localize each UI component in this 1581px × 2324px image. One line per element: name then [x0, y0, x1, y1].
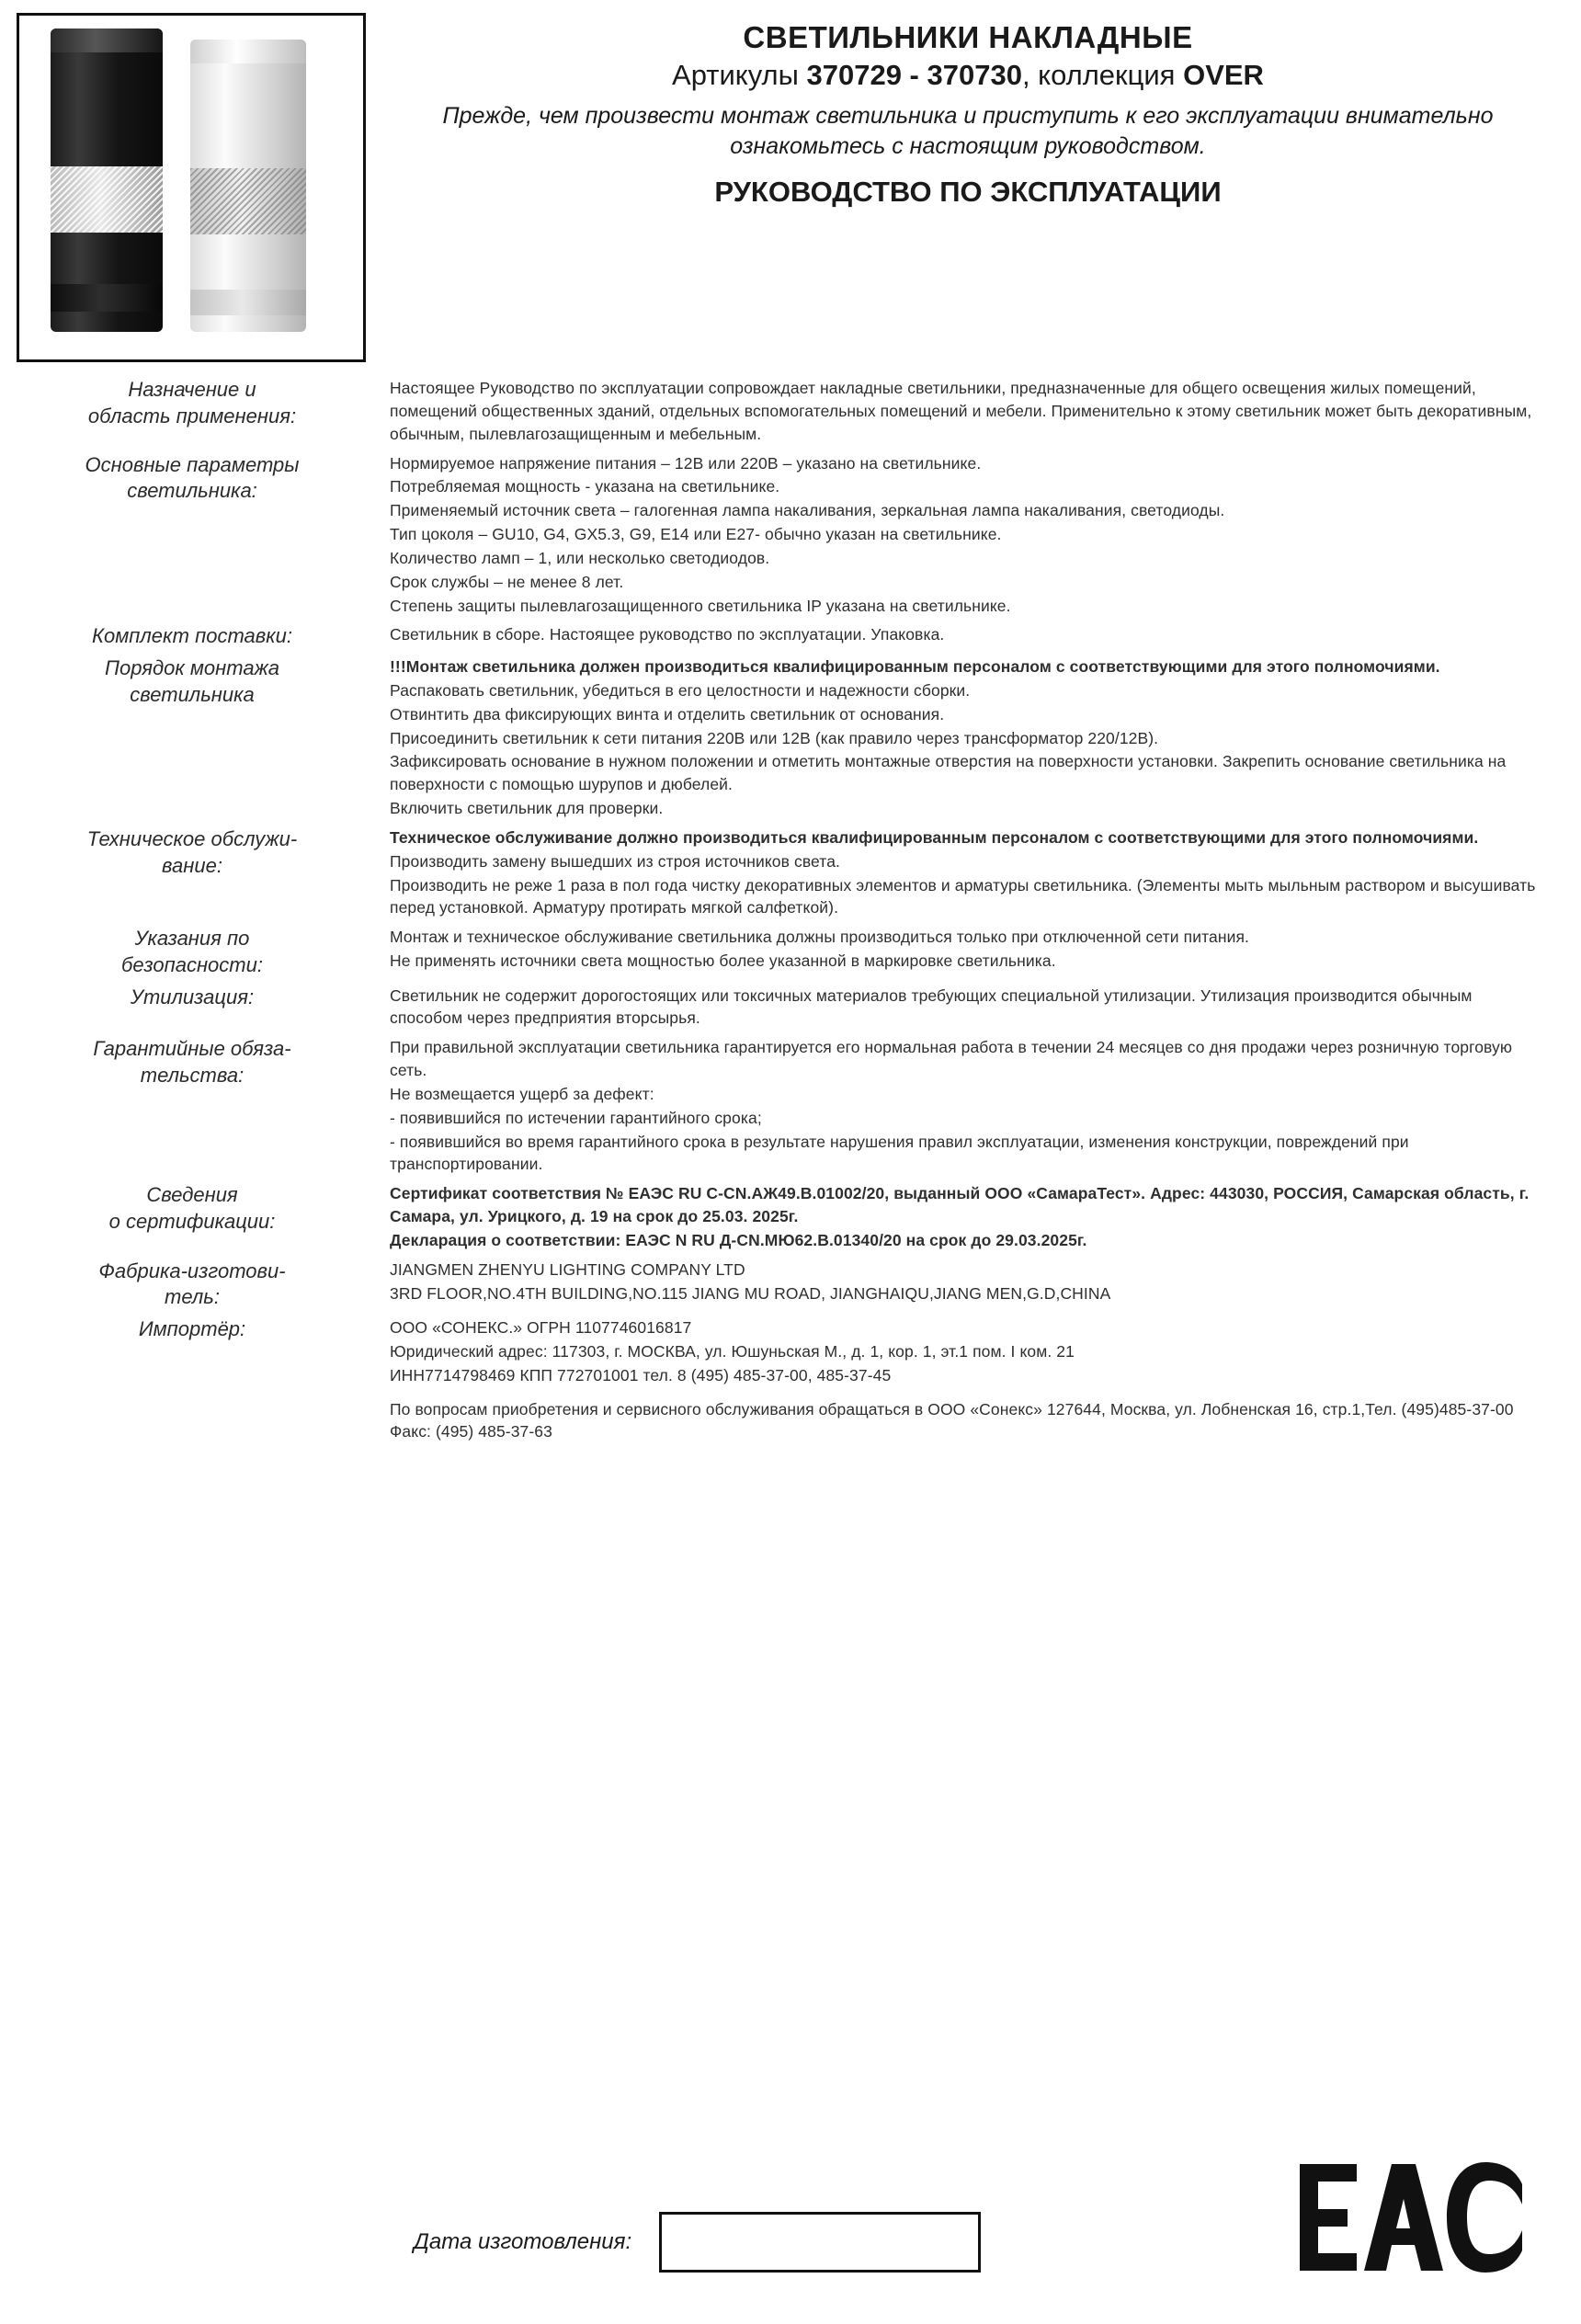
section-paragraph: Распаковать светильник, убедиться в его целостности и надежности сборки. — [390, 680, 971, 700]
section-paragraph: Потребляемая мощность - указана на светильнике. — [390, 477, 780, 496]
section-paragraph: Декларация о соответствии: ЕАЭС N RU Д-CN.МЮ62.В.01340/20 на срок до 29.03.2025г. — [390, 1230, 1087, 1249]
section-paragraph: Производить замену вышедших из строя источников света. — [390, 851, 841, 871]
section-paragraph: ИНН7714798469 КПП 772701001 тел. 8 (495) 485-37-00, 485-37-45 — [390, 1365, 892, 1384]
section-paragraph: Присоединить светильник к сети питания 220В или 12В (как правило через трансформатор 220/12В). — [390, 728, 1159, 747]
intro-notice: Прежде, чем произвести монтаж светильника и приступить к его эксплуатации внимательно ознакомьтесь с настоящим руководством. — [442, 102, 1494, 160]
section-label: Назначение и область применения: — [87, 378, 297, 427]
document-header — [0, 0, 1581, 362]
section-row — [17, 1182, 1546, 1253]
header-text-block — [366, 13, 1546, 209]
page-title: СВЕТИЛЬНИКИ НАКЛАДНЫЕ — [743, 20, 1193, 54]
section-paragraph: Настоящее Руководство по эксплуатации сопровождает накладные светильники, предназначенные для общего освещения жилых помещений, помещений общественных зданий, отдельных вспомогательных помещений и мебели. Применительно к этому светильник может быть декоративным, обычным, пылевлагозащищенным и мебельным. — [390, 379, 1532, 443]
section-text — [381, 623, 1546, 647]
section-paragraph: Применяемый источник света – галогенная лампа накаливания, зеркальная лампа накаливания, светодиоды. — [390, 501, 1225, 520]
section-paragraph: ООО «СОНЕКС.» ОГРН 1107746016817 — [390, 1317, 692, 1337]
eac-conformity-icon — [1296, 2159, 1526, 2276]
section-text — [381, 1182, 1546, 1253]
section-row — [17, 826, 1546, 920]
section-paragraph: Количество ламп – 1, или несколько светодиодов. — [390, 548, 770, 567]
section-row — [17, 1316, 1546, 1444]
section-paragraph: Сертификат соответствия № ЕАЭС RU C-CN.АЖ49.В.01002/20, выданный ООО «СамараТест». Адрес: 443030, РОССИЯ, Самарская область, г. Самара, ул. Урицкого, д. 19 на срок до 25.03. 2025г. — [390, 1184, 1530, 1226]
section-paragraph: Включить светильник для проверки. — [390, 799, 664, 818]
section-label: Фабрика-изготови- тель: — [98, 1259, 286, 1309]
section-paragraph: При правильной эксплуатации светильника гарантируется его нормальная работа в течении 24 месяцев со дня продажи через розничную торговую сеть. — [390, 1038, 1513, 1080]
article-suffix: , коллекция — [1021, 58, 1184, 91]
section-row — [17, 377, 1546, 447]
document-footer — [0, 2125, 1581, 2300]
section-paragraph: Монтаж и техническое обслуживание светильника должны производиться только при отключенной сети питания. — [390, 928, 1249, 947]
section-row — [17, 623, 1546, 650]
date-row — [414, 2212, 981, 2273]
section-paragraph: Не возмещается ущерб за дефект: — [390, 1084, 654, 1103]
article-line — [390, 59, 1546, 92]
section-text — [381, 655, 1546, 821]
section-paragraph: Степень защиты пылевлагозащищенного светильника IP указана на светильнике. — [390, 596, 1011, 615]
article-prefix: Артикулы — [672, 58, 807, 91]
section-label: Техническое обслужи- вание: — [86, 826, 298, 877]
section-paragraph: Отвинтить два фиксирующих винта и отделить светильник от основания. — [390, 704, 945, 723]
section-label: Гарантийные обяза- тельства: — [93, 1037, 291, 1087]
section-row — [17, 452, 1546, 619]
section-row — [17, 1259, 1546, 1311]
section-row — [17, 926, 1546, 978]
section-paragraph: По вопросам приобретения и сервисного обслуживания обращаться в ООО «Сонекс» 127644, Москва, ул. Лобненская 16, стр.1,Тел. (495)485-37-00 Факс: (495) 485-37-63 — [390, 1399, 1514, 1441]
section-paragraph: Срок службы – не менее 8 лет. — [390, 572, 624, 591]
date-label: Дата изготовления: — [414, 2229, 632, 2254]
lamp-black-image — [51, 28, 163, 332]
section-text — [381, 985, 1546, 1031]
section-label: Комплект поставки: — [92, 624, 292, 648]
section-row — [17, 985, 1546, 1031]
section-text — [381, 452, 1546, 619]
article-numbers: 370729 - 370730 — [806, 58, 1022, 91]
section-text — [381, 1036, 1546, 1177]
collection-name: OVER — [1183, 58, 1264, 91]
section-label: Основные параметры светильника: — [85, 452, 300, 503]
section-label: Утилизация: — [130, 985, 255, 1008]
section-paragraph: Тип цоколя – GU10, G4, GX5.3, G9, E14 или E27- обычно указан на светильнике. — [390, 525, 1002, 544]
product-photo — [17, 13, 366, 362]
section-paragraph: - появившийся во время гарантийного срока в результате нарушения правил эксплуатации, изменения конструкции, повреждений при транспортировании. — [390, 1132, 1409, 1174]
section-paragraph: JIANGMEN ZHENYU LIGHTING COMPANY LTD — [390, 1259, 745, 1279]
section-paragraph: Юридический адрес: 117303, г. МОСКВА, ул. Юшуньская М., д. 1, кор. 1, эт.1 пом. I ком. 21 — [390, 1341, 1075, 1361]
section-paragraph: Светильник не содержит дорогостоящих или токсичных материалов требующих специальной утилизации. Утилизация производится обычным способом через предприятия вторсырья. — [390, 985, 1473, 1028]
section-paragraph: - появившийся по истечении гарантийного срока; — [390, 1108, 762, 1127]
section-label: Сведения о сертификации: — [108, 1183, 276, 1233]
section-paragraph: Не применять источники света мощностью более указанной в маркировке светильника. — [390, 951, 1056, 971]
section-label: Указания по безопасности: — [121, 927, 263, 976]
section-paragraph: Нормируемое напряжение питания – 12В или 220В – указано на светильнике. — [390, 453, 982, 473]
section-row — [17, 1036, 1546, 1177]
section-paragraph: !!!Монтаж светильника должен производиться квалифицированным персоналом с соответствующими для этого полномочиями. — [390, 657, 1440, 677]
date-input-box[interactable] — [659, 2212, 981, 2273]
section-text — [381, 1259, 1546, 1306]
section-paragraph: Техническое обслуживание должно производиться квалифицированным персоналом с соответствующими для этого полномочиями. — [390, 827, 1479, 847]
section-paragraph: 3RD FLOOR,NO.4TH BUILDING,NO.115 JIANG MU ROAD, JIANGHAIQU,JIANG MEN,G.D,CHINA — [390, 1283, 1111, 1303]
section-text — [381, 1316, 1546, 1444]
lamp-white-image — [190, 40, 306, 332]
section-row — [17, 655, 1546, 821]
document-body — [17, 377, 1546, 1444]
section-text — [381, 926, 1546, 974]
section-paragraph: Зафиксировать основание в нужном положении и отметить монтажные отверстия на поверхности установки. Закрепить основание светильника на поверхности с помощью шурупов и дюбелей. — [390, 752, 1507, 794]
section-text — [381, 377, 1546, 447]
section-paragraph: Светильник в сборе. Настоящее руководство по эксплуатации. Упаковка. — [390, 625, 945, 644]
section-label: Импортёр: — [138, 1316, 246, 1340]
manual-title: РУКОВОДСТВО ПО ЭКСПЛУАТАЦИИ — [714, 176, 1222, 209]
section-label: Порядок монтажа светильника — [105, 656, 279, 706]
section-text — [381, 826, 1546, 920]
section-paragraph: Производить не реже 1 раза в пол года чистку декоративных элементов и арматуры светильника. (Элементы мыть мыльным раствором и высушивать перед установкой. Арматуру протирать мягкой салфеткой). — [390, 875, 1536, 917]
